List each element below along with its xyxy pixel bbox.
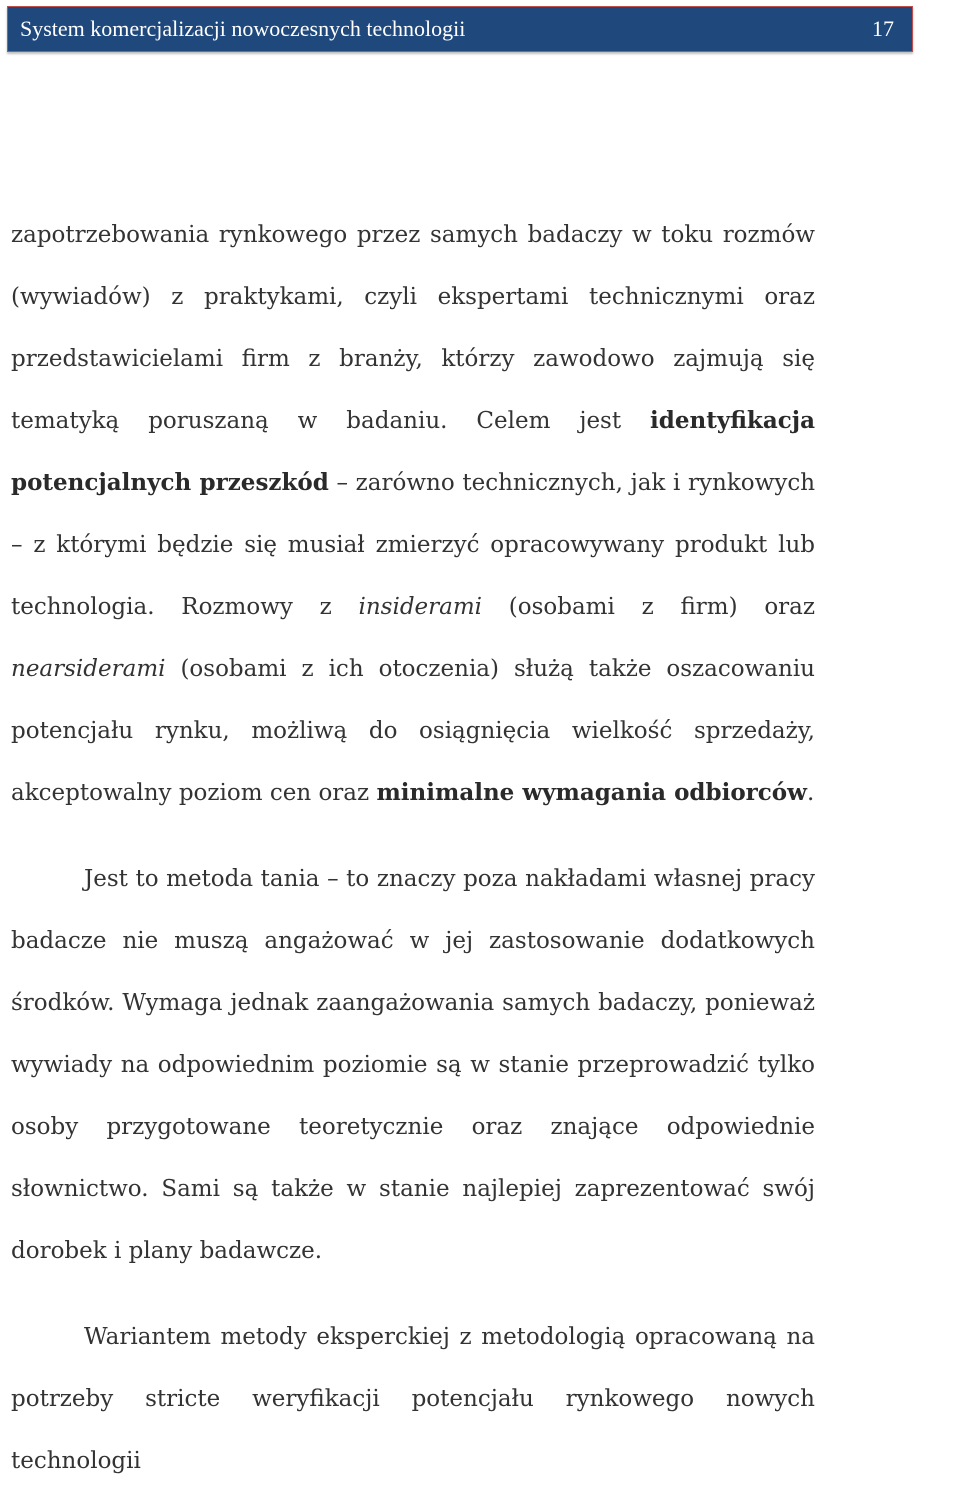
paragraph-2: Jest to metoda tania – to znaczy poza nakładami własnej pracy badacze nie muszą angażować w jej zastosowanie dodatkowych środków. Wymaga jednak zaangażowania samych badaczy, ponieważ wywiady na odpowiednim poziomie są w stanie przeprowadzić tylko osoby przygotowane teoretycznie oraz znające odpowiednie słownictwo. Sami są także w stanie najlepiej zaprezentować swój dorobek i plany badawcze. — [11, 866, 815, 1264]
paragraph-1 — [11, 204, 815, 824]
text-run: (osobami z ich otoczenia) służą także oszacowaniu potencjału rynku, możliwą do osiągnięcia wielkość sprzedaży, akceptowalny poziom cen oraz — [11, 656, 815, 806]
text-run: (osobami z firm) oraz — [482, 594, 815, 620]
header-title: System komercjalizacji nowoczesnych technologii — [20, 16, 466, 41]
page-header — [7, 6, 913, 52]
text-run: – zarówno technicznych, jak i rynkowych – z którymi będzie się musiał zmierzyć opracowywany produkt lub technologia. Rozmowy z — [11, 470, 816, 620]
document-body — [11, 204, 815, 1492]
italic-term-nearsiders: nearsiderami — [11, 656, 166, 682]
text-run: . — [806, 780, 815, 806]
page-number: 17 — [872, 16, 894, 41]
bold-phrase-requirements: minimalne wymagania odbiorców — [376, 779, 807, 806]
italic-term-insiders: insiderami — [358, 594, 483, 620]
paragraph-3: Wariantem metody eksperckiej z metodologią opracowaną na potrzeby stricte weryfikacji potencjału rynkowego nowych technologii — [11, 1324, 815, 1474]
bold-phrase-obstacles: identyfikacja potencjalnych przeszkód — [11, 407, 815, 496]
text-run: zapotrzebowania rynkowego przez samych badaczy w toku rozmów (wywiadów) z praktykami, czyli ekspertami technicznymi oraz przedstawicielami firm z branży, którzy zawodowo zajmują się tematyką poruszaną w badaniu. Celem jest — [11, 222, 815, 434]
